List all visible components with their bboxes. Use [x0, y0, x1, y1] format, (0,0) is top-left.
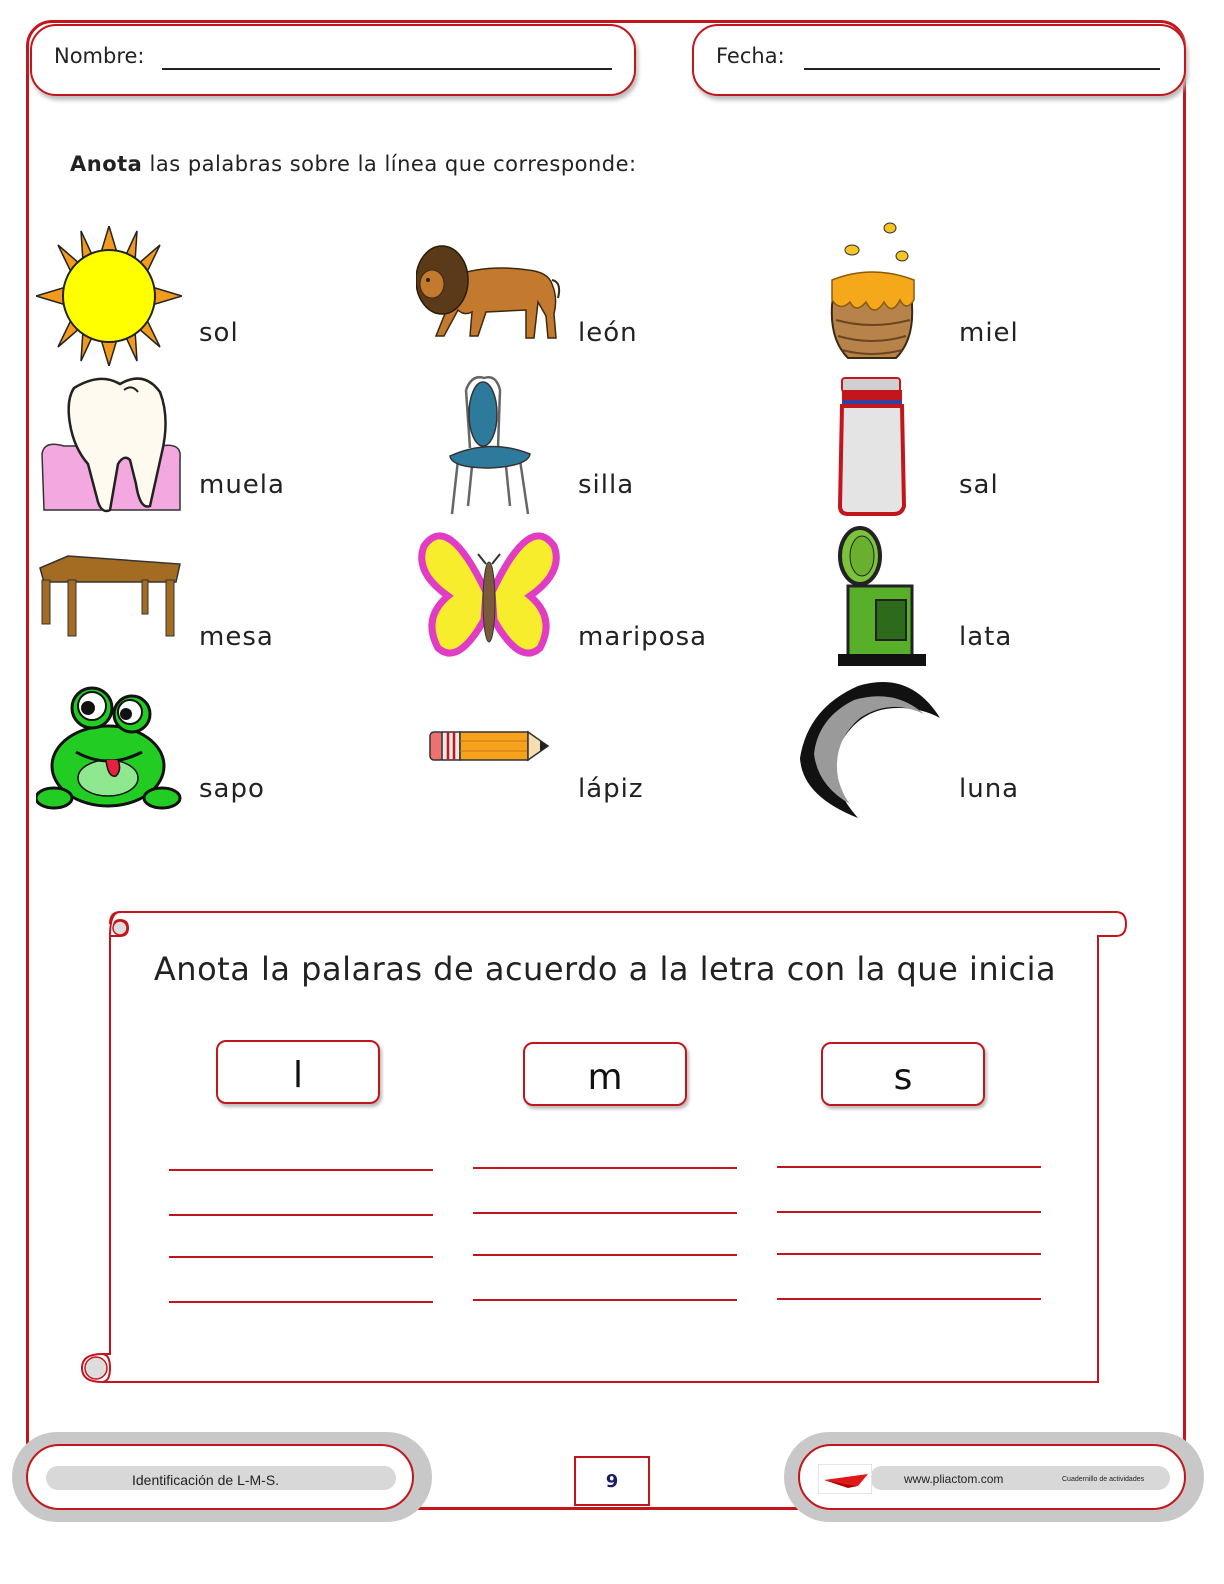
writing-line-m-3[interactable] — [473, 1254, 737, 1256]
date-label: Fecha: — [716, 44, 785, 68]
letter-box-m: m — [523, 1042, 687, 1106]
footer-topic: Identificación de L-M-S. — [132, 1472, 280, 1488]
page-number: 9 — [574, 1456, 650, 1506]
instruction-bold: Anota — [70, 152, 143, 176]
writing-line-s-2[interactable] — [777, 1211, 1041, 1213]
instruction — [70, 152, 637, 176]
word-leon: león — [578, 318, 638, 348]
butterfly-icon — [418, 532, 560, 662]
writing-line-s-3[interactable] — [777, 1253, 1041, 1255]
word-mariposa: mariposa — [578, 622, 708, 652]
word-lata: lata — [959, 622, 1013, 652]
writing-line-m-4[interactable] — [473, 1299, 737, 1301]
footer-booklet: Cuadernillo de actividades — [1062, 1476, 1145, 1483]
word-miel: miel — [959, 318, 1019, 348]
date-input[interactable] — [804, 68, 1160, 70]
table-icon — [38, 554, 182, 640]
word-muela: muela — [199, 470, 285, 500]
writing-line-l-2[interactable] — [169, 1214, 433, 1216]
molar-icon — [40, 374, 182, 516]
instruction-text: las palabras sobre la línea que corresponde: — [142, 152, 637, 176]
footer-left-pill — [26, 1444, 414, 1510]
moon-icon — [798, 678, 942, 820]
date-box — [692, 24, 1186, 96]
honey-pot-icon — [826, 220, 918, 366]
footer-right-pill — [798, 1444, 1186, 1510]
writing-line-l-1[interactable] — [169, 1169, 433, 1171]
writing-line-m-2[interactable] — [473, 1212, 737, 1214]
sun-icon — [36, 226, 182, 366]
pencil-icon — [428, 728, 550, 764]
lion-icon — [416, 240, 562, 344]
word-lapiz: lápiz — [578, 774, 644, 804]
frog-icon — [36, 678, 182, 816]
footer-website[interactable]: www.pliactom.com — [904, 1472, 1004, 1486]
name-label: Nombre: — [54, 44, 145, 68]
word-sol: sol — [199, 318, 239, 348]
can-icon — [836, 526, 930, 668]
writing-line-s-4[interactable] — [777, 1298, 1041, 1300]
scroll-title: Anota la palaras de acuerdo a la letra con la que inicia — [153, 950, 1057, 988]
logo-icon — [818, 1464, 872, 1494]
word-mesa: mesa — [199, 622, 274, 652]
writing-line-m-1[interactable] — [473, 1167, 737, 1169]
word-luna: luna — [959, 774, 1020, 804]
letter-box-s: s — [821, 1042, 985, 1106]
letter-box-l: l — [216, 1040, 380, 1104]
writing-line-l-3[interactable] — [169, 1256, 433, 1258]
word-silla: silla — [578, 470, 635, 500]
word-sapo: sapo — [199, 774, 265, 804]
writing-line-l-4[interactable] — [169, 1301, 433, 1303]
name-input[interactable] — [162, 68, 612, 70]
name-box — [30, 24, 636, 96]
chair-icon — [444, 374, 534, 520]
writing-line-s-1[interactable] — [777, 1166, 1041, 1168]
word-sal: sal — [959, 470, 999, 500]
salt-shaker-icon — [836, 376, 908, 516]
